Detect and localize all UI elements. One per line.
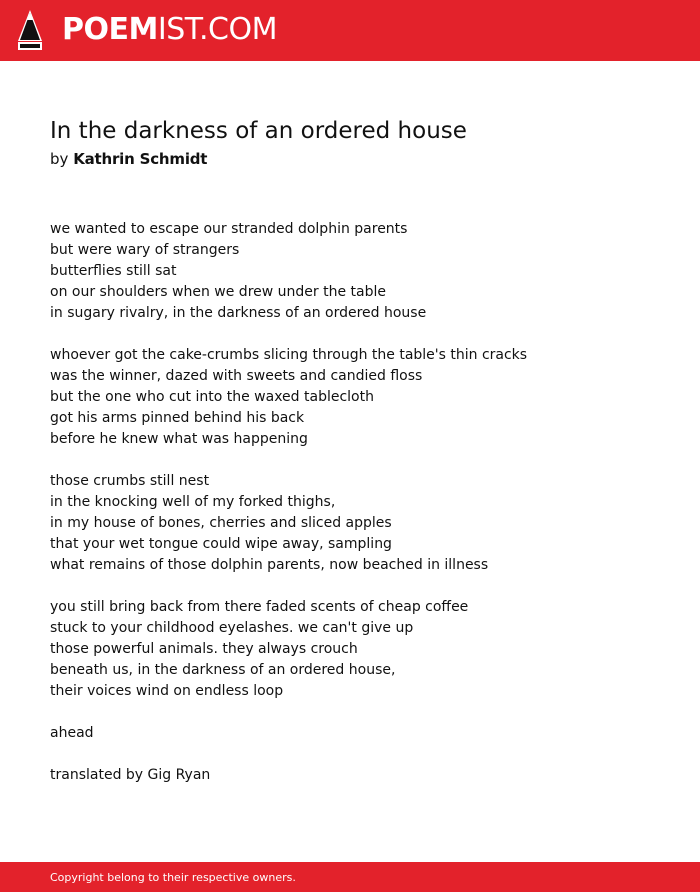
- poem-line: ahead: [50, 725, 94, 741]
- site-logo[interactable]: [62, 12, 277, 48]
- translator-credit: [50, 765, 670, 786]
- stanza-2: [50, 345, 670, 450]
- poem-line: those powerful animals. they always crouch: [50, 641, 358, 657]
- author-name: Kathrin Schmidt: [73, 150, 208, 168]
- pencil-tip-icon[interactable]: [17, 9, 43, 51]
- site-header: [0, 0, 700, 61]
- poem-line: stuck to your childhood eyelashes. we can't give up: [50, 620, 414, 636]
- poem-line: got his arms pinned behind his back: [50, 410, 305, 426]
- translator-line: translated by Gig Ryan: [50, 767, 211, 783]
- site-footer: [0, 862, 700, 892]
- poem-line: those crumbs still nest: [50, 473, 210, 489]
- copyright-notice: Copyright belong to their respective owners.: [50, 871, 296, 884]
- stanza-3: [50, 471, 670, 576]
- poem-line: but the one who cut into the waxed tablecloth: [50, 389, 374, 405]
- poem-line: their voices wind on endless loop: [50, 683, 284, 699]
- poem-line: whoever got the cake-crumbs slicing through the table's thin cracks: [50, 347, 528, 363]
- poem-title: In the darkness of an ordered house: [50, 118, 467, 144]
- logo-light-text: IST.COM: [157, 12, 277, 47]
- logo-bold-text: POEM: [62, 12, 158, 47]
- poem-line: was the winner, dazed with sweets and candied floss: [50, 368, 423, 384]
- poem-line: butterflies still sat: [50, 263, 177, 279]
- poem-line: that your wet tongue could wipe away, sampling: [50, 536, 392, 552]
- by-label: by: [50, 150, 69, 168]
- poem-body: [50, 219, 670, 807]
- stanza-1: [50, 219, 670, 324]
- poem-line: you still bring back from there faded scents of cheap coffee: [50, 599, 469, 615]
- poem-line: in sugary rivalry, in the darkness of an ordered house: [50, 305, 427, 321]
- poem-line: before he knew what was happening: [50, 431, 308, 447]
- poem-line: beneath us, in the darkness of an ordered house,: [50, 662, 396, 678]
- poem-line: in the knocking well of my forked thighs,: [50, 494, 336, 510]
- poem-line: what remains of those dolphin parents, now beached in illness: [50, 557, 489, 573]
- byline: [50, 149, 207, 169]
- stanza-5: [50, 723, 670, 744]
- poem-line: on our shoulders when we drew under the table: [50, 284, 386, 300]
- poem-line: but were wary of strangers: [50, 242, 240, 258]
- stanza-4: [50, 597, 670, 702]
- poem-line: we wanted to escape our stranded dolphin parents: [50, 221, 408, 237]
- poem-line: in my house of bones, cherries and sliced apples: [50, 515, 392, 531]
